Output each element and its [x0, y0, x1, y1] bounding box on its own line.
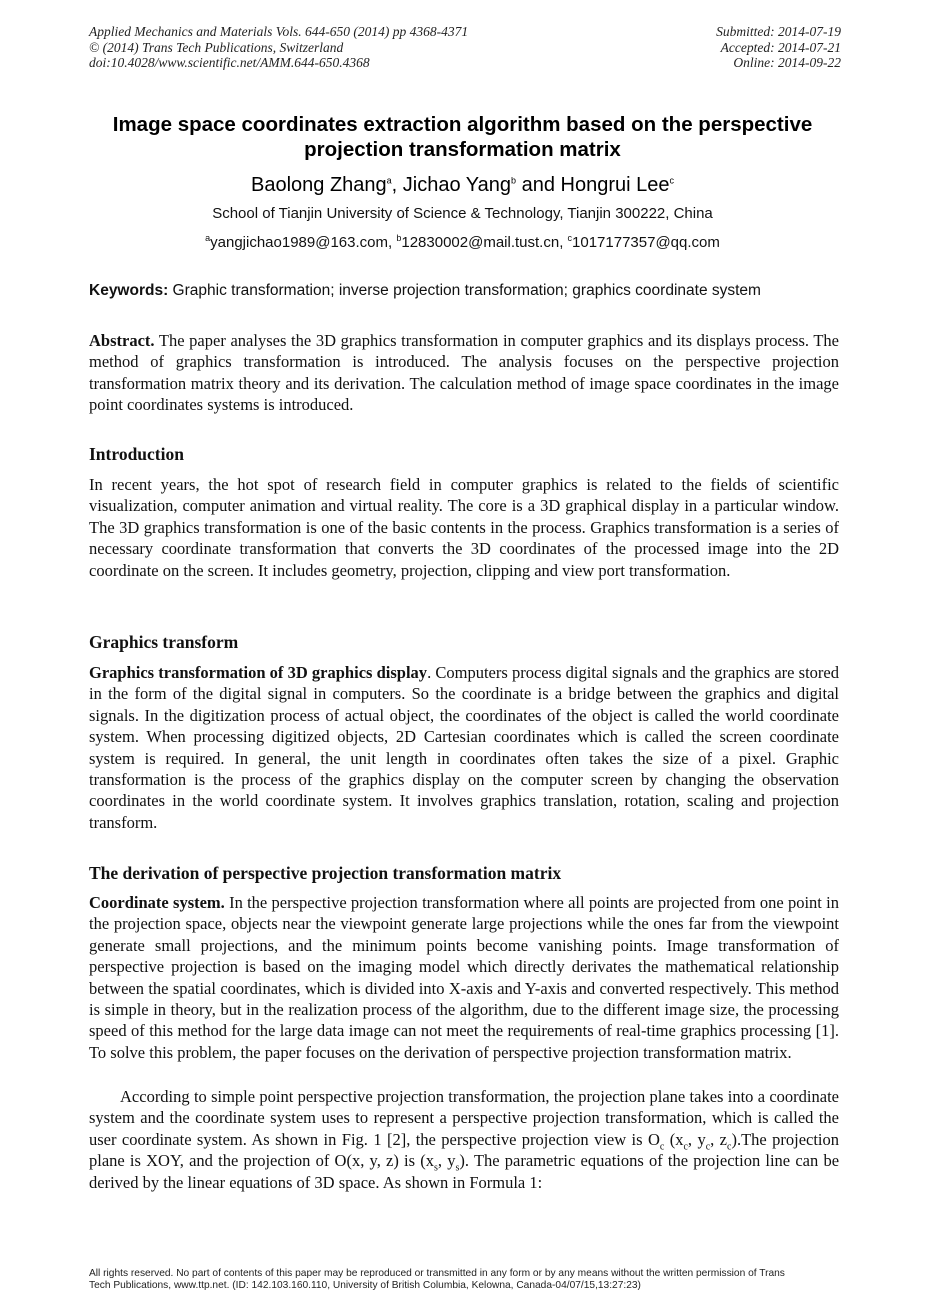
doi-line: doi:10.4028/www.scientific.net/AMM.644-650.4368 [89, 55, 370, 70]
introduction-paragraph: In recent years, the hot spot of research field in computer graphics is related to the fields of scientific visualization, computer animation and virtual reality. The core is a 3D graphical display in a particular window. The 3D graphics transformation is one of the basic contents in the process. Graphics transformation is a series of necessary coordinate transformation that converts the 3D coordinates of the processed image into the 2D coordinate on the screen. It includes geometry, projection, clipping and view port transformation. [89, 475, 839, 580]
email-link[interactable]: 12830002@mail.tust.cn [401, 234, 560, 251]
email-separator: , [559, 234, 568, 251]
copyright-footer [89, 1268, 839, 1292]
author-affiliation-mark: b [511, 175, 517, 186]
text-run: , y [687, 1129, 706, 1149]
footer-line-1: All rights reserved. No part of contents of this paper may be reproduced or transmitted in any form or by any means without the written permission of Trans [89, 1268, 785, 1279]
email-mark: b [396, 233, 402, 243]
email-mark: c [567, 233, 573, 243]
abstract-text: The paper analyses the 3D graphics transformation in computer graphics and its displays process. The method of graphics transformation is introduced. The analysis focuses on the perspective projection transformation matrix theory and its derivation. The calculation method of image space coordinates in the image point coordinates systems is introduced. [89, 331, 839, 415]
keywords-text: Graphic transformation; inverse projection transformation; graphics coordinate system [168, 282, 761, 299]
coordinate-system-paragraph [89, 892, 839, 1063]
projection-paragraph [89, 1086, 839, 1193]
keywords-label: Keywords: [89, 282, 169, 299]
submitted-date: Submitted: 2014-07-19 [716, 24, 841, 39]
online-date: Online: 2014-09-22 [733, 55, 841, 70]
text-run: ). The parametric equations of the projection line can be derived by the linear equations of 3D space. As shown in Formula 1: [89, 1151, 840, 1192]
author-emails [60, 232, 865, 254]
section-heading-derivation: The derivation of perspective projection transformation matrix [89, 863, 562, 883]
text-run: , y [437, 1151, 456, 1171]
copyright-line: © (2014) Trans Tech Publications, Switzerland [89, 39, 344, 55]
email-link[interactable]: yangjichao1989@163.com [210, 234, 388, 251]
section-heading-graphics-transform: Graphics transform [89, 632, 239, 652]
title-line-2: projection transformation matrix [304, 138, 621, 161]
keywords [89, 281, 849, 301]
affiliation: School of Tianjin University of Science & Technology, Tianjin 300222, China [212, 205, 713, 222]
subscript: c [659, 1141, 665, 1153]
title-line-1: Image space coordinates extraction algorithm based on the perspective [112, 113, 813, 136]
footer-line-2: Tech Publications, www.ttp.net. (ID: 142.103.160.110, University of British Columbia, Kelowna, Canada-04/07/15,13:27:23) [89, 1280, 641, 1291]
author-list [60, 171, 865, 199]
accepted-date: Accepted: 2014-07-21 [720, 39, 841, 55]
text-run: (x [664, 1129, 684, 1149]
email-separator: , [388, 234, 397, 251]
journal-volume-line: Applied Mechanics and Materials Vols. 644-650 (2014) pp 4368-4371 [89, 24, 469, 39]
author-name: Hongrui Lee [560, 174, 670, 196]
paragraph-lead: Graphics transformation of 3D graphics display [89, 663, 428, 682]
subscript: s [434, 1162, 438, 1174]
section-heading-introduction: Introduction [89, 444, 184, 464]
author-name: Jichao Yang [402, 174, 512, 196]
subscript: c [683, 1141, 688, 1153]
text-run: , z [710, 1129, 727, 1149]
author-separator: , [391, 174, 403, 196]
abstract [89, 330, 839, 416]
author-affiliation-mark: a [386, 175, 392, 186]
paragraph-lead: Coordinate system. [89, 893, 225, 912]
submission-dates-header [716, 24, 841, 71]
author-affiliation-mark: c [669, 175, 674, 186]
journal-citation-header [89, 24, 468, 71]
paragraph-text: . Computers process digital signals and the graphics are stored in the form of the digital signal in computers. So the coordinate is a bridge between the graphics and digital signals. In the digitization process of actual object, the coordinates of the object is called the world coordinate system. When processing digitized objects, 2D Cartesian coordinates which is called the screen coordinate system is required. In general, the unit length in coordinates often takes the size of a pixel. Graphic transformation is the process of the graphics display on the computer screen by changing the observation coordinates in the world coordinate system. It involves graphics translation, rotation, scaling and projection transform. [89, 663, 839, 832]
paragraph-text: In the perspective projection transformation where all points are projected from one point in the projection space, objects near the viewpoint generate large projections while the ones far from the viewpoint generate small projections, and the minimum points become vanishing points. Image transformation of perspective projection is based on the imaging model which directly derivates the mathematical relationship between the spatial coordinates, which is divided into X-axis and Y-axis and converted respectively. This method is simple in theory, but in the realization process of the algorithm, due to the different image size, the processing speed of this method for the large data image can not meet the requirements of real-time graphics processing [1]. To solve this problem, the paper focuses on the derivation of perspective projection transformation matrix. [89, 893, 839, 1062]
email-mark: a [205, 233, 211, 243]
author-separator: and [516, 174, 561, 196]
paper-title [60, 112, 865, 162]
text-run: ).The projection plane is XOY, and the projection of O(x, y, z) is (x [89, 1129, 840, 1171]
author-name: Baolong Zhang [250, 174, 387, 196]
email-link[interactable]: 1017177357@qq.com [572, 234, 720, 251]
text-run: According to simple point perspective projection transformation, the projection plane takes into a coordinate system and the coordinate system uses to represent a perspective projection transformation, which is called the user coordinate system. As shown in Fig. 1 [2], the perspective projection view is O [89, 1087, 839, 1149]
abstract-label: Abstract. [89, 331, 155, 350]
subscript: c [727, 1141, 732, 1153]
subscript: c [705, 1141, 711, 1153]
graphics-transform-paragraph [89, 662, 839, 833]
subscript: s [455, 1162, 460, 1174]
